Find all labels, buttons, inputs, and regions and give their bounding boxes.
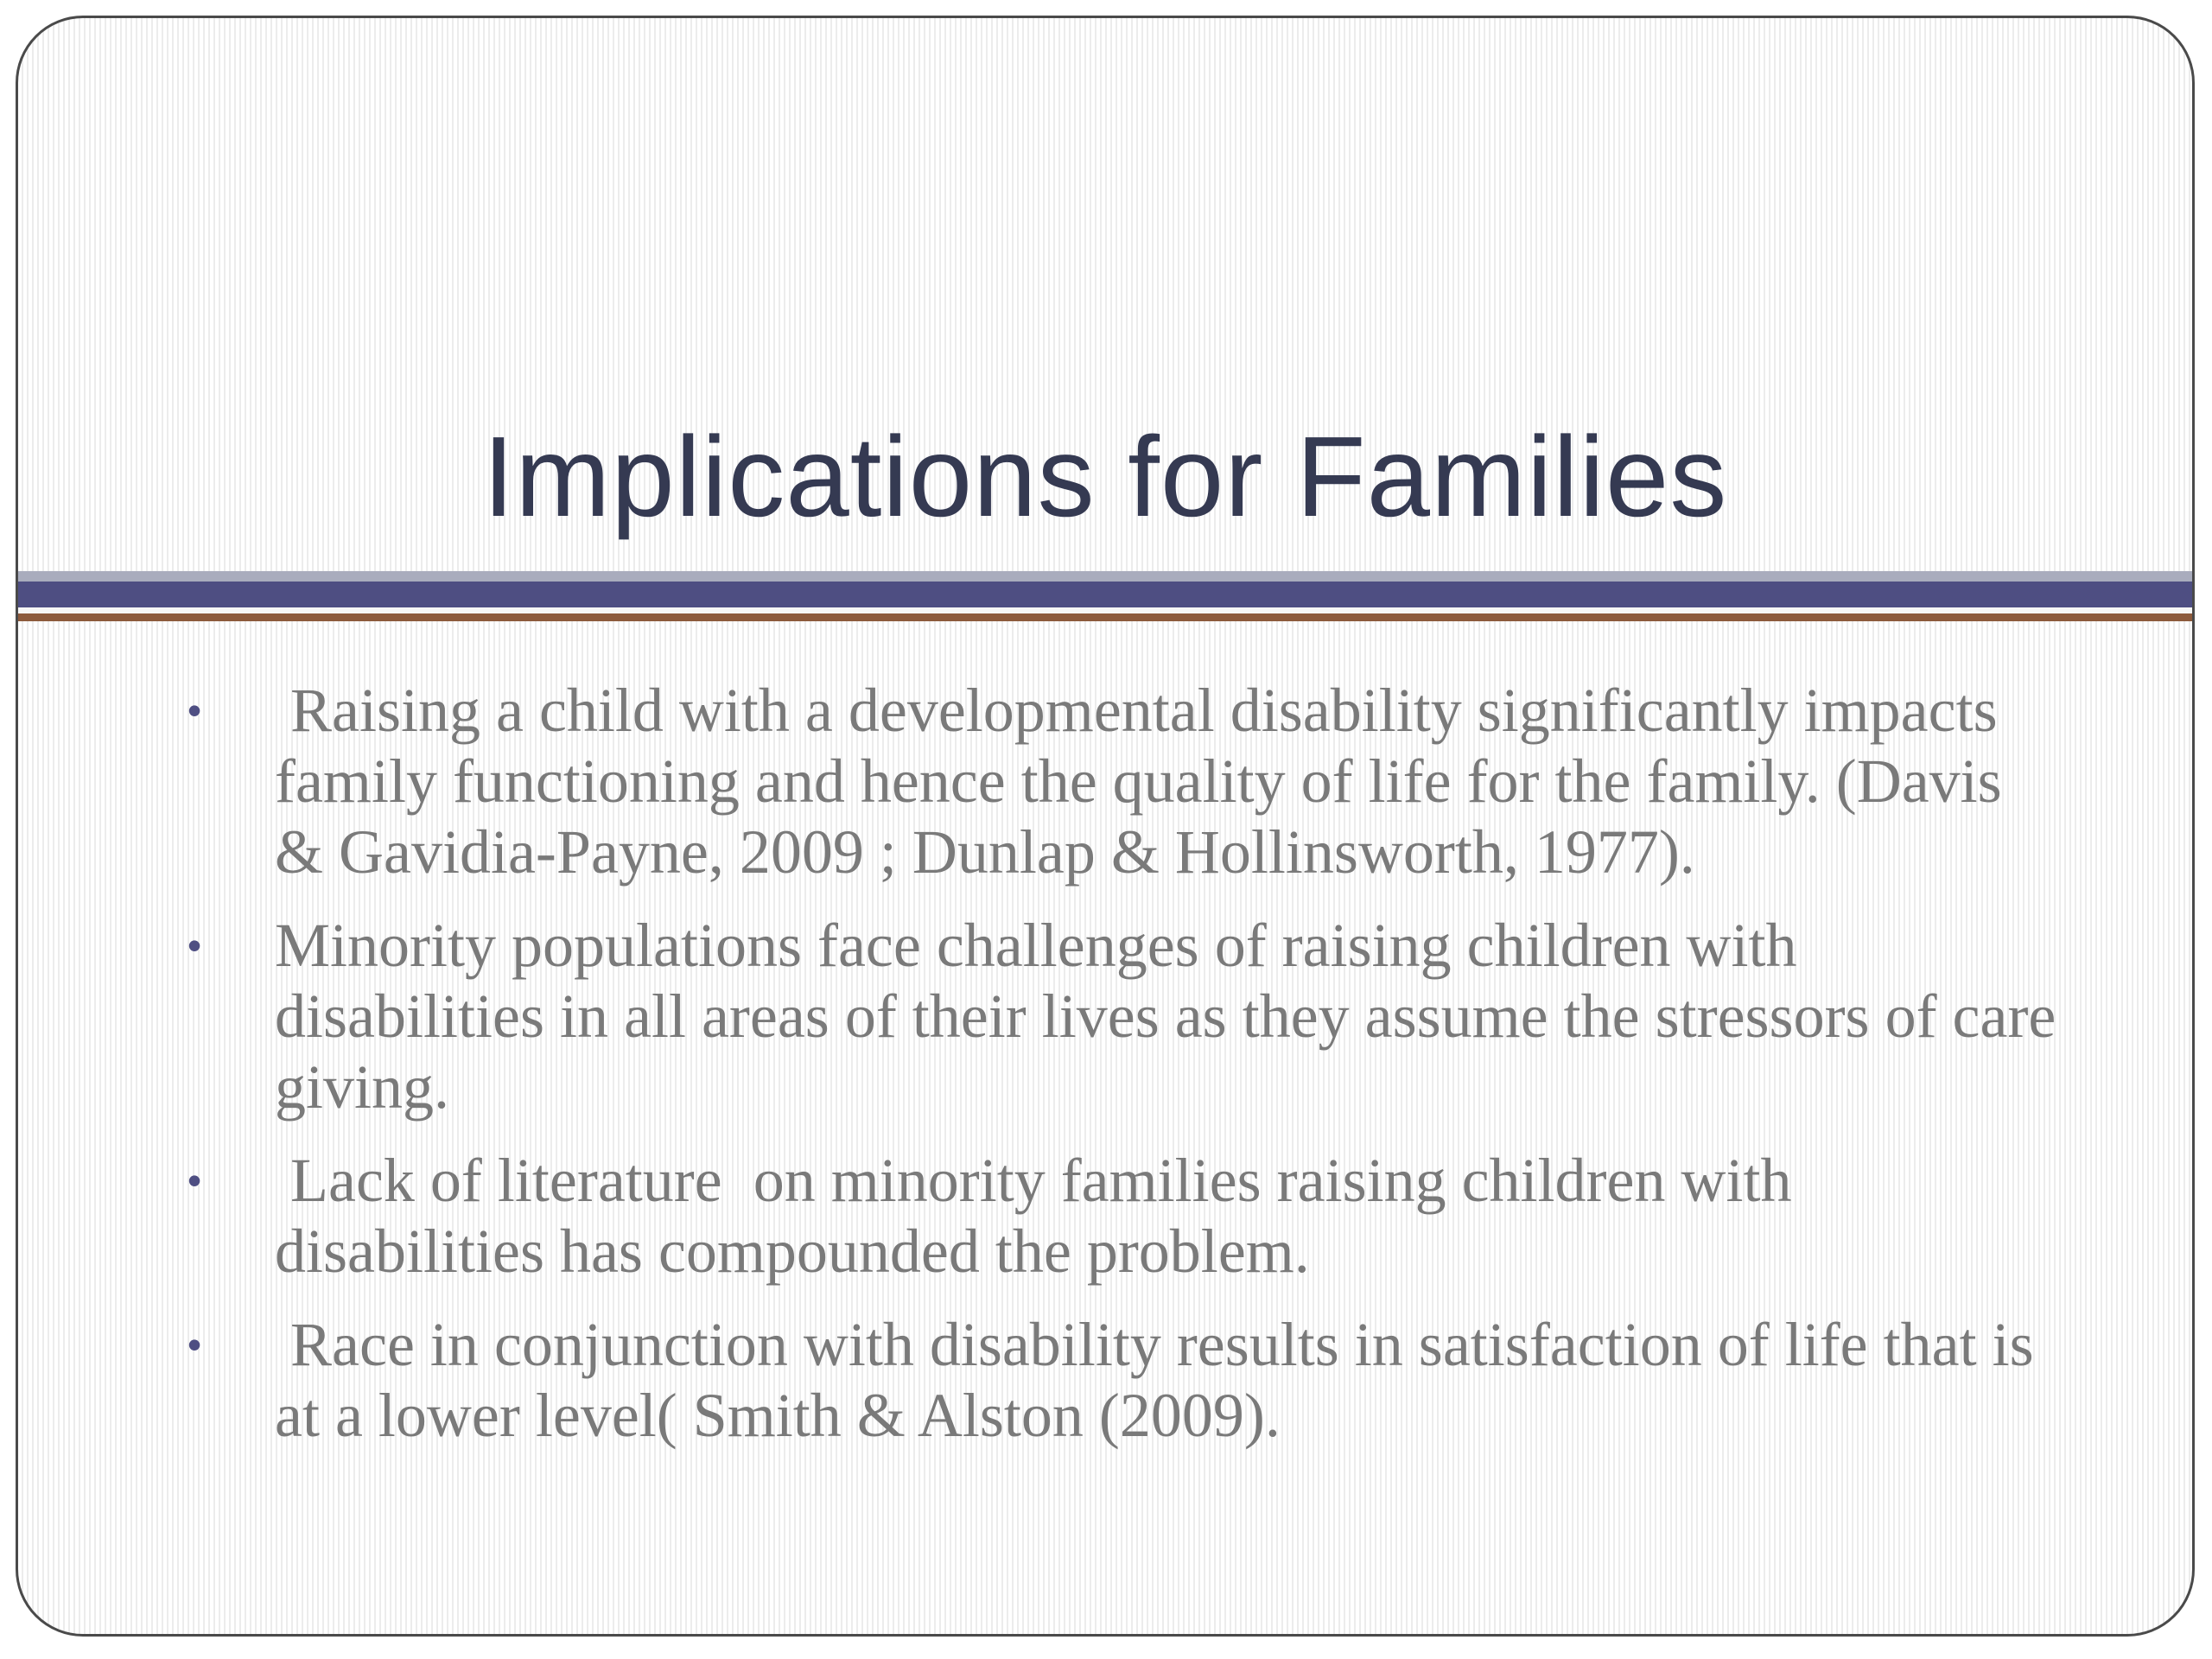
bullet-text: Raising a child with a developmental disability significantly impacts family functioning and hence the quality of life for the family. (Davis & Gavidia-Payne, 2009 ; Dunlap & Hollinsworth, 1977). [275,676,2018,887]
bullet-icon: • [188,923,202,968]
bullet-icon: • [188,688,202,733]
title-area [18,18,2192,571]
title-rule-brown [18,613,2192,621]
bullet-item-4 [18,1309,2192,1451]
bullet-list [18,675,2192,1473]
slide-title: Implications for Families [482,413,1728,540]
bullet-text: Minority populations face challenges of raising children with disabilities in all areas of their lives as they assume the stressors of care giving. [275,911,2072,1122]
slide-frame [16,16,2195,1637]
bullet-item-3 [18,1145,2192,1287]
bullet-item-1 [18,675,2192,887]
bullet-icon: • [188,1158,202,1203]
title-rule-gap [18,607,2192,613]
title-rule-gray [18,571,2192,582]
bullet-item-2 [18,910,2192,1122]
title-rule-blue [18,582,2192,607]
bullet-icon: • [188,1322,202,1367]
bullet-text: Race in conjunction with disability results in satisfaction of life that is at a lower level( Smith & Alston (2009). [275,1310,2050,1450]
bullet-text: Lack of literature on minority families raising children with disabilities has compounded the problem. [275,1146,1808,1286]
